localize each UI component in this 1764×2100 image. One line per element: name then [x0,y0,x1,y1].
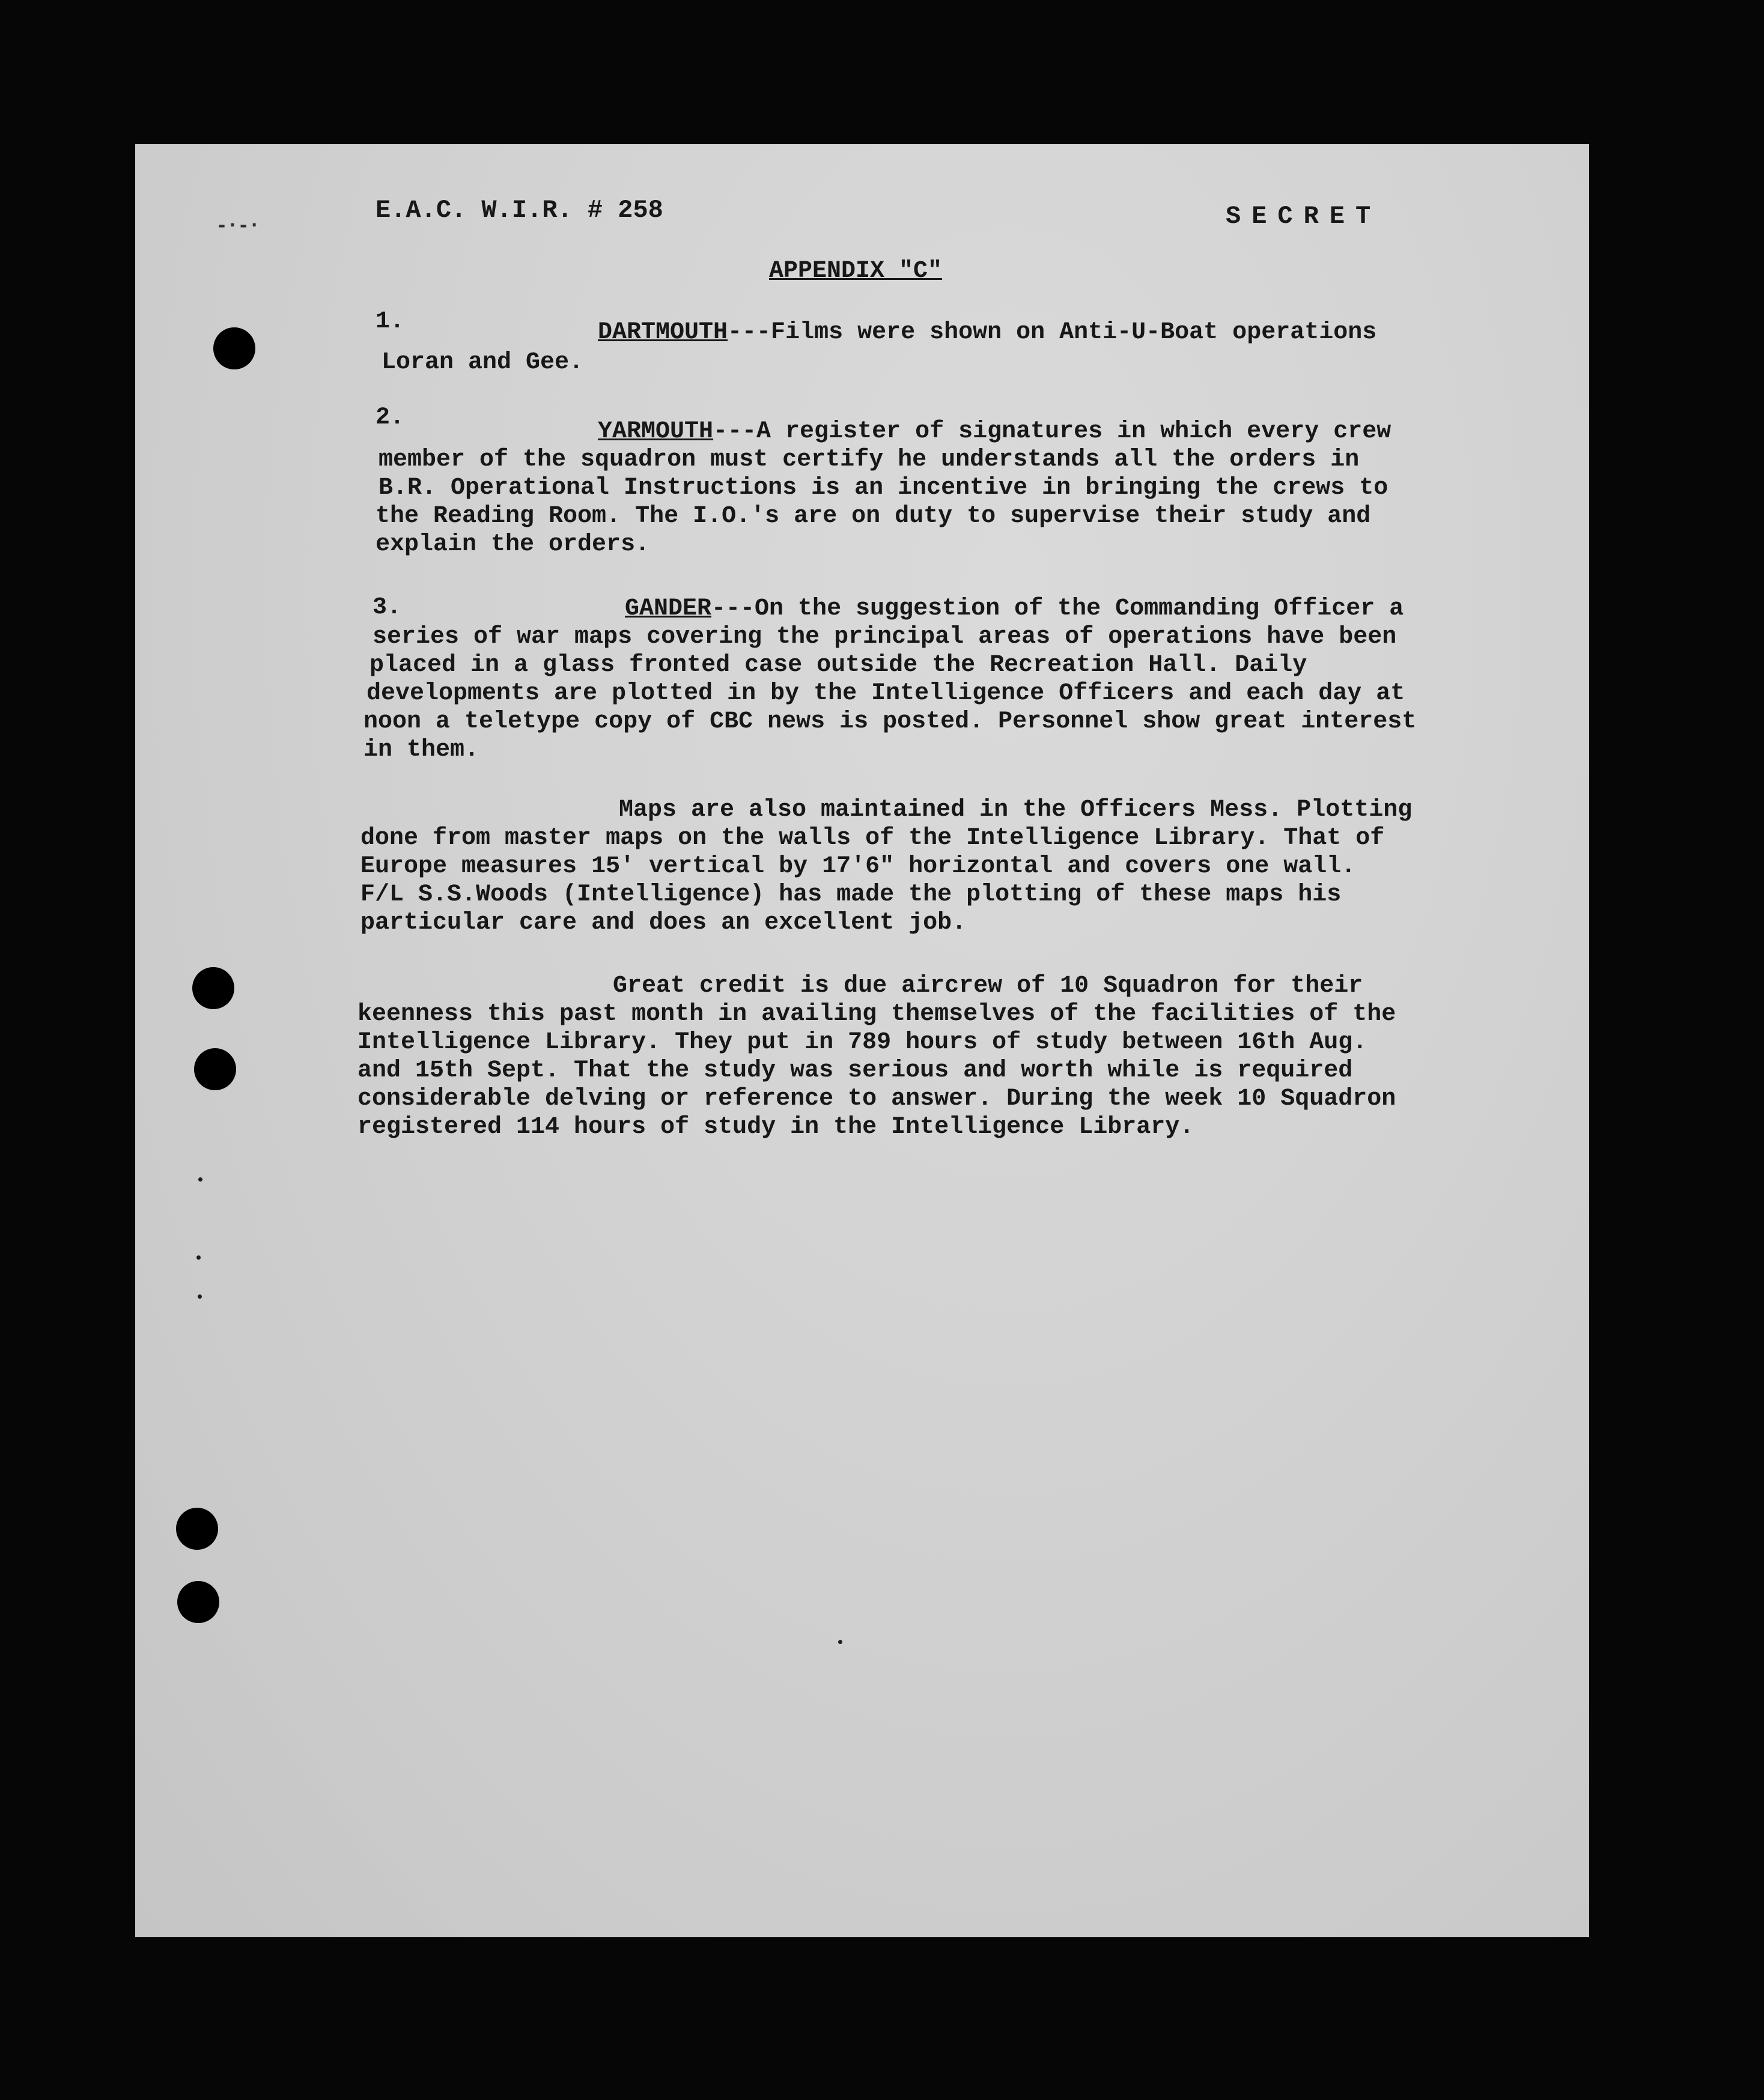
paragraph-line: Maps are also maintained in the Officers Mess. Plotting [619,797,1413,824]
section-line: series of war maps covering the principal areas of operations have been [373,624,1397,651]
paragraph-line: registered 114 hours of study in the Intelligence Library. [357,1114,1194,1141]
report-reference: E.A.C. W.I.R. # 258 [376,196,663,225]
speck [198,1177,202,1182]
section-line: explain the orders. [376,531,650,558]
margin-mark: -·-· [216,215,260,236]
section-heading: YARMOUTH [598,418,714,445]
section-line: developments are plotted in by the Intelligence Officers and each day at [366,680,1405,707]
speck [196,1255,201,1260]
section-line: B.R. Operational Instructions is an incentive in bringing the crews to [379,475,1388,502]
paragraph-line: Great credit is due aircrew of 10 Squadron for their [613,973,1363,1000]
section-line: Loran and Gee. [382,349,584,376]
section-number: 2. [376,404,405,431]
classification-label: SECRET [1226,202,1382,231]
section-line: in them. [363,736,479,763]
paragraph-line: Europe measures 15' vertical by 17'6" horizontal and covers one wall. [360,853,1356,880]
section-heading-line [598,417,1391,446]
section-line: ---A register of signatures in which every crew [713,418,1391,445]
punch-hole [177,1581,219,1623]
document-page [135,144,1589,1937]
section-heading: GANDER [625,595,712,622]
paragraph-line: and 15th Sept. That the study was serious and worth while is required [357,1057,1353,1084]
section-line: ---Films were shown on Anti-U-Boat operations [728,319,1377,346]
paragraph-line: considerable delving or reference to answer. During the week 10 Squadron [357,1085,1396,1112]
section-line: placed in a glass fronted case outside the Recreation Hall. Daily [370,652,1307,679]
section-line: the Reading Room. The I.O.'s are on duty to supervise their study and [376,503,1371,530]
paragraph-line: particular care and does an excellent job. [360,909,967,936]
appendix-title: APPENDIX "C" [769,258,943,285]
paragraph-line: done from master maps on the walls of the Intelligence Library. That of [360,825,1385,852]
paragraph-line: Intelligence Library. They put in 789 hours of study between 16th Aug. [357,1029,1367,1056]
paragraph-line: keenness this past month in availing themselves of the facilities of the [357,1001,1396,1028]
punch-hole [213,327,255,369]
section-heading-line [598,318,1376,347]
section-number: 3. [373,594,402,621]
section-line: noon a teletype copy of CBC news is posted. Personnel show great interest [363,708,1417,735]
punch-hole [192,967,234,1009]
speck [198,1294,202,1299]
speck [838,1640,842,1644]
punch-hole [194,1048,236,1090]
section-number: 1. [376,308,405,335]
section-heading: DARTMOUTH [598,319,728,346]
paragraph-line: F/L S.S.Woods (Intelligence) has made the plotting of these maps his [360,881,1342,908]
punch-hole [176,1508,218,1550]
section-line: member of the squadron must certify he understands all the orders in [379,446,1360,473]
section-line: ---On the suggestion of the Commanding Officer a [711,595,1404,622]
section-heading-line [625,595,1404,624]
